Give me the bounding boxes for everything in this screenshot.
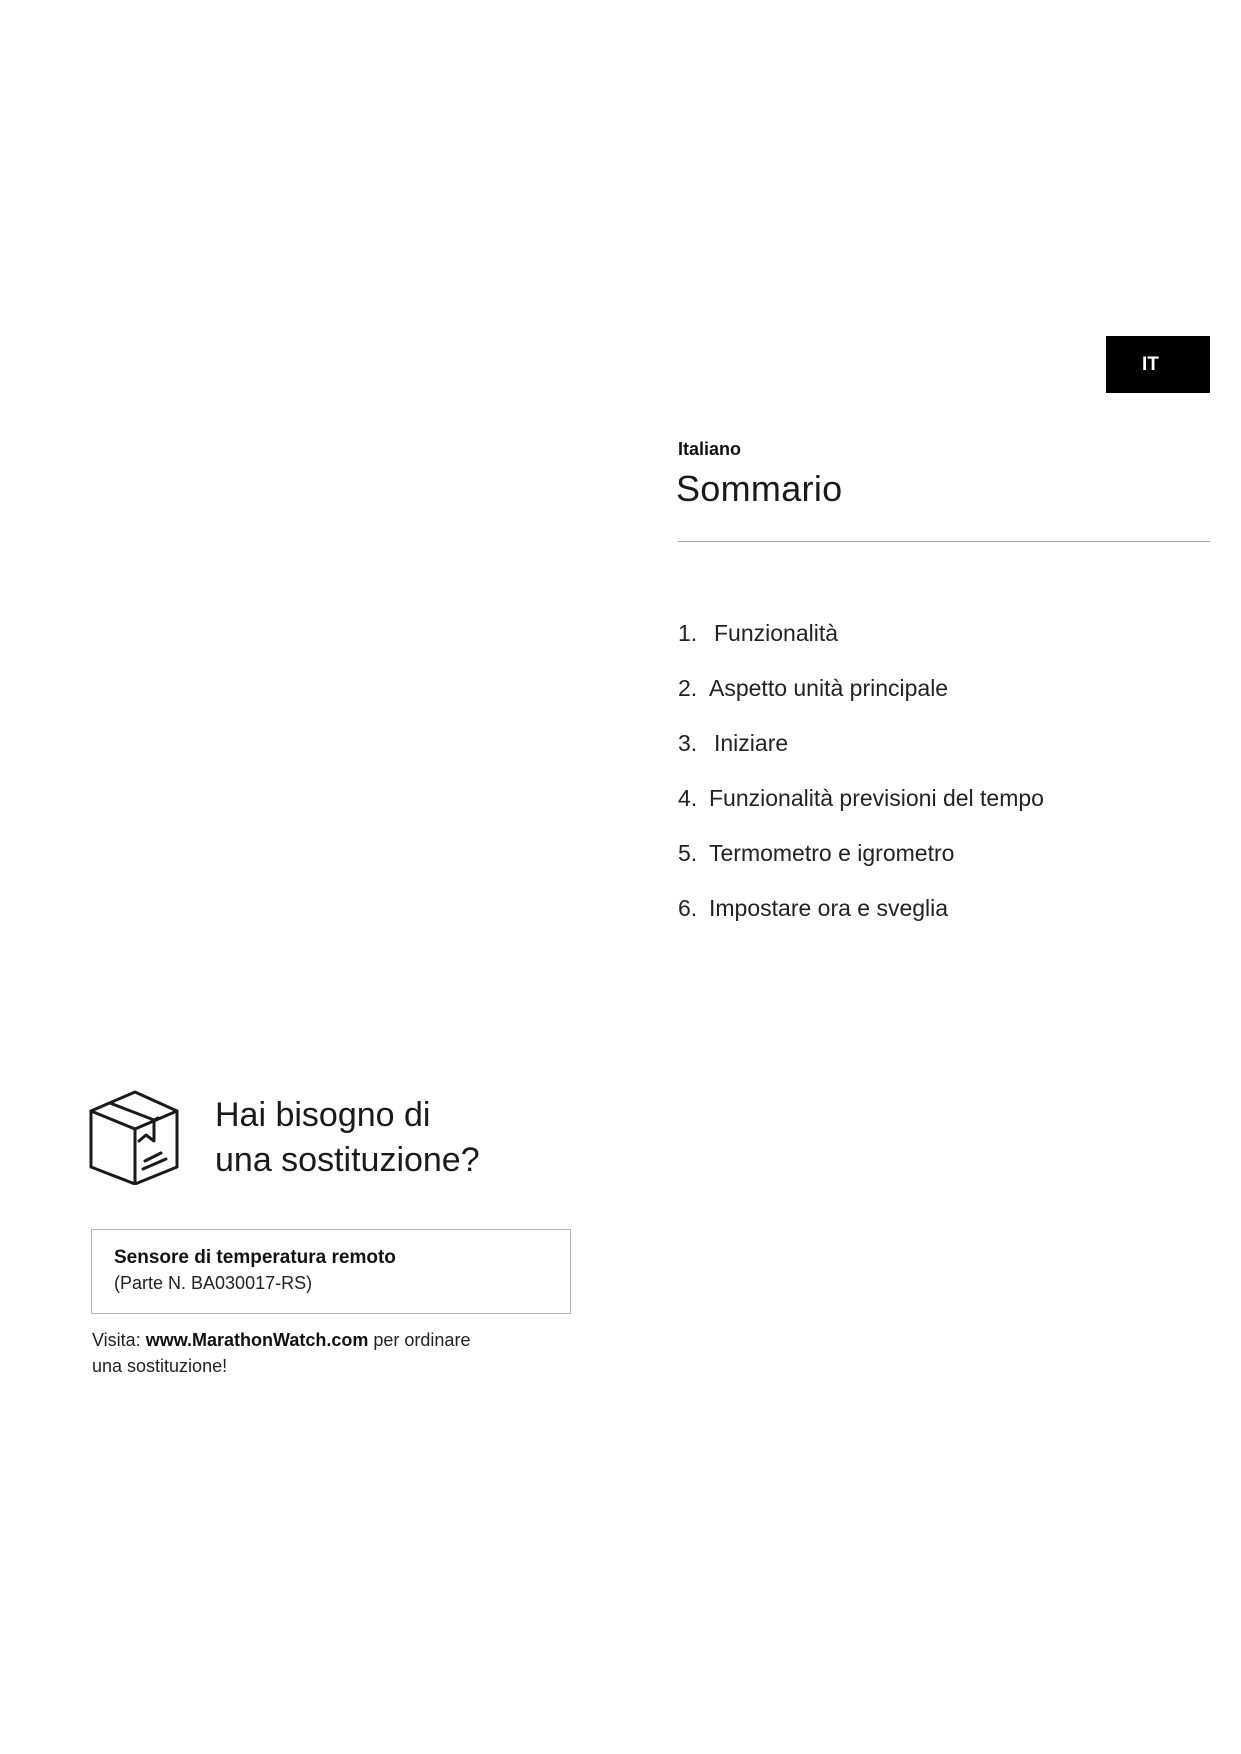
- part-name: Sensore di temperatura remoto: [114, 1247, 396, 1268]
- visit-prefix: Visita:: [92, 1330, 146, 1350]
- visit-suffix: per ordinare: [368, 1330, 471, 1350]
- visit-line2: una sostituzione!: [92, 1356, 228, 1376]
- table-of-contents: [678, 620, 1044, 950]
- toc-item-label: Aspetto unità principale: [709, 675, 949, 701]
- toc-item-number: 3.: [678, 730, 698, 756]
- toc-item-label: Funzionalità previsioni del tempo: [709, 785, 1044, 811]
- toc-item-label: Funzionalità: [714, 620, 839, 646]
- toc-item-number: 2.: [678, 675, 698, 701]
- toc-item-label: Iniziare: [714, 730, 789, 756]
- part-number: (Parte N. BA030017-RS): [114, 1273, 313, 1293]
- title-divider: [678, 541, 1210, 542]
- visit-note: [92, 1327, 532, 1379]
- replacement-heading-line2: una sostituzione?: [215, 1141, 480, 1179]
- package-box-icon: [88, 1089, 180, 1185]
- website-link[interactable]: www.MarathonWatch.com: [145, 1330, 369, 1350]
- toc-item: [678, 620, 1044, 675]
- toc-item-number: 6.: [678, 895, 698, 921]
- replacement-heading: [215, 1093, 480, 1183]
- language-tab: [1106, 336, 1210, 393]
- toc-item-number: 5.: [678, 840, 698, 866]
- replacement-heading-line1: Hai bisogno di: [215, 1096, 431, 1134]
- page-title: Sommario: [676, 468, 843, 509]
- toc-item-number: 1.: [678, 620, 698, 646]
- language-code: IT: [1142, 353, 1159, 375]
- toc-item-number: 4.: [678, 785, 698, 811]
- replacement-part-box: [91, 1229, 571, 1314]
- language-label: Italiano: [678, 439, 742, 459]
- toc-item-label: Termometro e igrometro: [709, 840, 955, 866]
- toc-item: [678, 895, 1044, 950]
- toc-item: [678, 840, 1044, 895]
- toc-item: [678, 730, 1044, 785]
- toc-item: [678, 675, 1044, 730]
- toc-item-label: Impostare ora e sveglia: [709, 895, 949, 921]
- toc-item: [678, 785, 1044, 840]
